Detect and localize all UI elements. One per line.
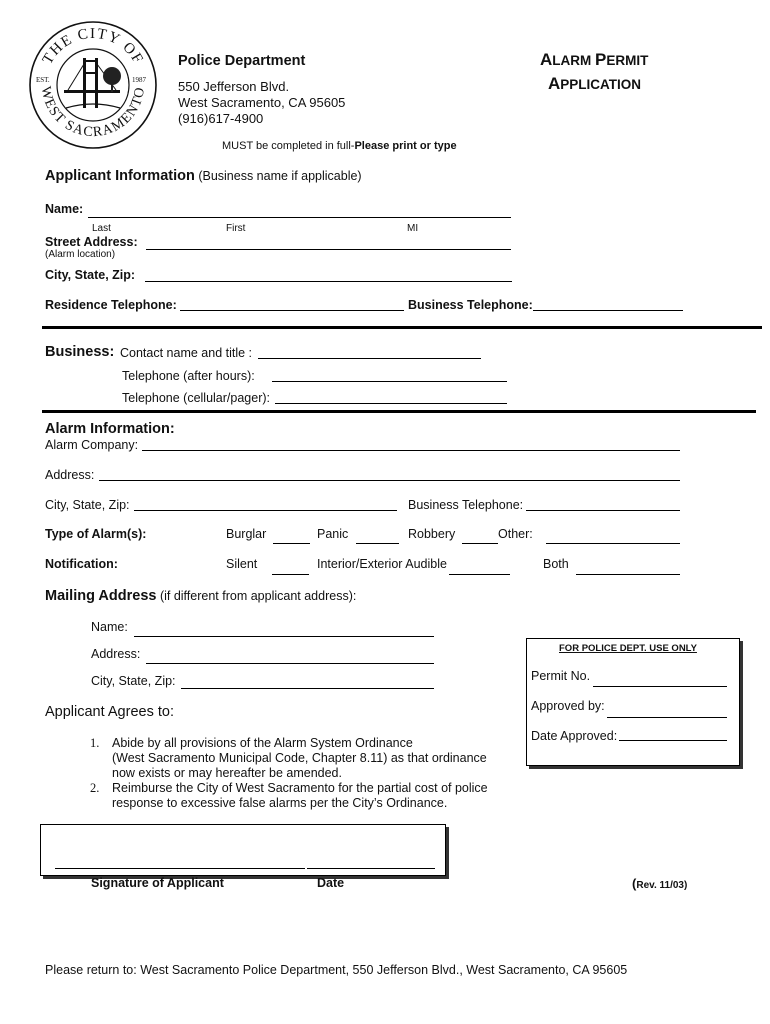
section-divider — [42, 410, 756, 413]
agreement-item: Reimburse the City of West Sacramento for the partial cost of police response to excessive false alarms per the City’s Ordinance. — [112, 781, 488, 810]
residence-phone-label: Residence Telephone: — [45, 298, 177, 312]
both-option-label: Both — [543, 557, 569, 571]
agreement-item-number: 2. — [90, 781, 100, 795]
cellular-phone-label: Telephone (cellular/pager): — [122, 391, 271, 405]
after-hours-phone-label: Telephone (after hours): — [122, 369, 255, 383]
date-approved-field[interactable] — [619, 740, 727, 741]
applicant-section-heading: Applicant Information (Business name if applicable) — [45, 168, 362, 184]
svg-text:WEST SACRAMENTO — [38, 85, 149, 140]
alarm-city-field[interactable] — [134, 510, 397, 511]
silent-option-label: Silent — [226, 557, 258, 571]
completion-instruction: MUST be completed in full-Please print or type — [222, 140, 457, 152]
alarm-type-label: Type of Alarm(s): — [45, 527, 147, 541]
after-hours-phone-field[interactable] — [272, 381, 507, 382]
alarm-city-label: City, State, Zip: — [45, 498, 130, 512]
applicant-city-field[interactable] — [145, 281, 512, 282]
mailing-city-field[interactable] — [181, 688, 434, 689]
department-name: Police Department — [178, 53, 306, 69]
street-address-label: Street Address: — [45, 235, 138, 249]
audible-field[interactable] — [449, 574, 510, 575]
mailing-address-label: Address: — [91, 647, 141, 661]
applicant-city-label: City, State, Zip: — [45, 268, 136, 282]
section-divider — [42, 326, 762, 329]
panic-field[interactable] — [356, 543, 399, 544]
alarm-company-field[interactable] — [142, 450, 680, 451]
mailing-section-heading: Mailing Address (if different from applicant address): — [45, 588, 357, 604]
form-title: ALARM PERMIT APPLICATION — [540, 50, 649, 93]
agreement-item: Abide by all provisions of the Alarm System Ordinance (West Sacramento Municipal Code, Chapter 8.11) as that ordinance now exists or may hereafter be amended. — [112, 736, 487, 780]
police-use-title: FOR POLICE DEPT. USE ONLY — [559, 643, 697, 654]
police-use-box — [526, 638, 740, 766]
mailing-address-field[interactable] — [146, 663, 434, 664]
applicant-business-phone-field[interactable] — [533, 310, 683, 311]
business-section-heading: Business: — [45, 344, 115, 360]
sub-label-mi: MI — [407, 223, 419, 234]
agreement-heading: Applicant Agrees to: — [45, 704, 174, 720]
seal-year: 1987 — [132, 76, 146, 84]
street-address-note: (Alarm location) — [45, 249, 116, 260]
other-field[interactable] — [546, 543, 680, 544]
signature-box[interactable] — [40, 824, 446, 876]
silent-field[interactable] — [272, 574, 309, 575]
panic-option-label: Panic — [317, 527, 349, 541]
sub-label-first: First — [226, 223, 246, 234]
seal-top-text: THE CITY OF — [39, 25, 147, 68]
street-address-field[interactable] — [146, 249, 511, 250]
alarm-business-phone-label: Business Telephone: — [408, 498, 524, 512]
department-phone: (916)617-4900 — [178, 111, 264, 126]
revision-note: (Rev. 11/03) — [632, 876, 688, 891]
signature-date-label: Date — [317, 876, 345, 890]
sub-label-last: Last — [92, 223, 111, 234]
return-instructions: Please return to: West Sacramento Police Department, 550 Jefferson Blvd., West Sacramento, CA 95605 — [45, 963, 628, 977]
alarm-address-label: Address: — [45, 468, 95, 482]
robbery-option-label: Robbery — [408, 527, 456, 541]
applicant-business-phone-label: Business Telephone: — [408, 298, 533, 312]
signature-label: Signature of Applicant — [91, 876, 224, 890]
department-address2: West Sacramento, CA 95605 — [178, 95, 346, 110]
burglar-field[interactable] — [273, 543, 310, 544]
alarm-address-field[interactable] — [99, 480, 680, 481]
seal-bottom-text: WEST SACRAMENTO — [37, 85, 149, 141]
alarm-section-heading: Alarm Information: — [45, 421, 175, 437]
applicant-name-label: Name: — [45, 202, 84, 216]
seal-est-label: EST. — [36, 76, 50, 84]
alarm-company-label: Alarm Company: — [45, 438, 139, 452]
date-approved-label: Date Approved: — [531, 729, 618, 743]
signature-field[interactable] — [55, 868, 305, 869]
alarm-business-phone-field[interactable] — [526, 510, 680, 511]
agreement-item-number: 1. — [90, 736, 100, 750]
mailing-name-field[interactable] — [134, 636, 434, 637]
date-field[interactable] — [307, 868, 435, 869]
both-field[interactable] — [576, 574, 680, 575]
permit-number-label: Permit No. — [531, 669, 591, 683]
applicant-name-field[interactable] — [88, 217, 511, 218]
notification-label: Notification: — [45, 557, 118, 571]
approved-by-field[interactable] — [607, 717, 727, 718]
contact-name-label: Contact name and title : — [120, 346, 253, 360]
approved-by-label: Approved by: — [531, 699, 605, 713]
other-option-label: Other: — [498, 527, 533, 541]
audible-option-label: Interior/Exterior Audible — [317, 557, 447, 571]
mailing-name-label: Name: — [91, 620, 128, 634]
department-address1: 550 Jefferson Blvd. — [178, 79, 290, 94]
residence-phone-field[interactable] — [180, 310, 404, 311]
robbery-field[interactable] — [462, 543, 498, 544]
burglar-option-label: Burglar — [226, 527, 267, 541]
cellular-phone-field[interactable] — [275, 403, 507, 404]
permit-number-field[interactable] — [593, 686, 727, 687]
contact-name-field[interactable] — [258, 358, 481, 359]
city-seal-logo — [28, 20, 158, 150]
mailing-city-label: City, State, Zip: — [91, 674, 176, 688]
